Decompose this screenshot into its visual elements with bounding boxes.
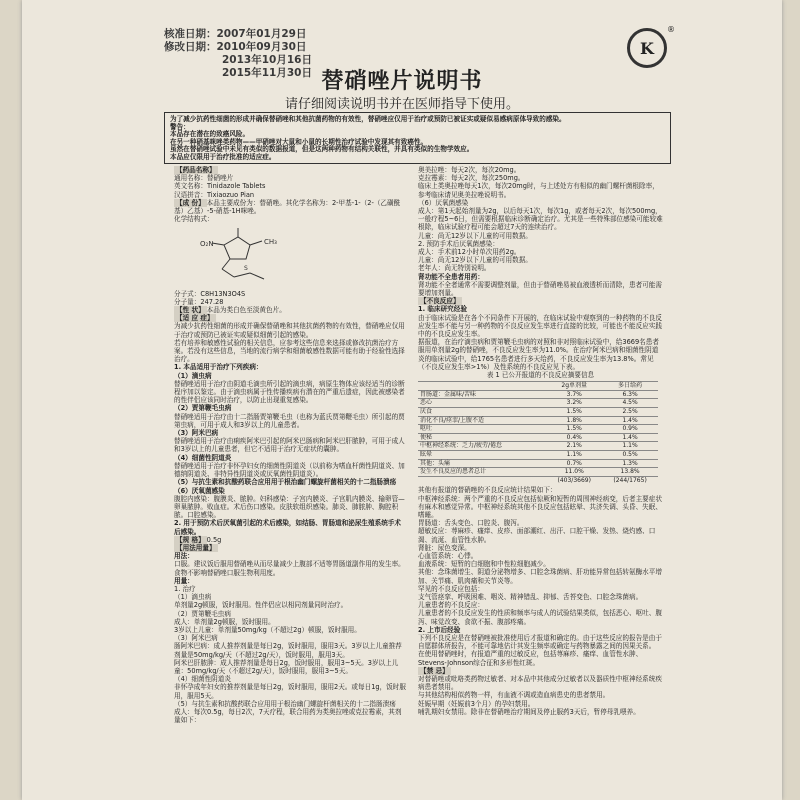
ae-text: 罕见的不良反应包括： bbox=[418, 584, 484, 593]
ae-text: 儿童患者的不良反应发生的性质和频率与成人的试验结果类似，包括恶心、呕吐、腹泻、味觉改变、食欲不振、腹部疼痛。 bbox=[418, 609, 662, 626]
table-cell: 胃肠道：金属味/苦味 bbox=[418, 390, 546, 399]
table-row bbox=[418, 459, 658, 468]
drug-name-header: 【药品名称】 bbox=[176, 166, 216, 174]
usage-line: 用量： bbox=[174, 576, 194, 585]
page-subtitle: 请仔细阅读说明书并在医师指导下使用。 bbox=[284, 97, 519, 112]
indications-text-2: 若有培养和敏感性试验的相关信息，应参考这些信息来选择或修改抗菌治疗方案。若没有这些信息，当地的流行病学和细菌敏感性数据可能有助于经验性选择治疗。 bbox=[174, 338, 405, 364]
ae-text: 下列不良反应是在替硝唑被批准使用后才报道和确定的。由于这些反应的报告是由于自愿群体所报告，不能可靠地估计其发生频率或确定与药物暴露之间的因果关系。 bbox=[418, 634, 662, 651]
ae-text: 超敏反应：荨麻疹、瘙痒、皮疹、面部潮红、出汗、口腔干燥、发热、烧灼感、口渴、流涎、血管性水肿。 bbox=[418, 527, 656, 544]
usage-line: 3岁以上儿童：单剂量50mg/kg（不超过2g）顿服，饭时服用。 bbox=[174, 625, 361, 634]
table-header: 2g单剂量 bbox=[546, 382, 602, 391]
usage-line: 克拉霉素：每天2次，每次250mg。 bbox=[418, 174, 525, 183]
properties-header: 【性 状】 bbox=[176, 306, 205, 315]
spec-text: 0.5g bbox=[206, 535, 222, 544]
chemical-structure-icon bbox=[194, 225, 294, 285]
properties-text: 本品为类白色至淡黄色片。 bbox=[206, 306, 286, 315]
contraindications-header: 【禁 忌】 bbox=[420, 666, 449, 675]
indication-item-text: 替硝唑适用于治疗非怀孕妇女的细菌性阴道炎（以前称为嗜血杆菌性阴道炎、加德纳阴道炎、非特异性阴道炎或厌氧菌性阴道炎）。 bbox=[174, 461, 405, 479]
page-title: 替硝唑片说明书 bbox=[321, 69, 483, 94]
table-cell: 1.1% bbox=[546, 451, 602, 460]
table-cell: 消化不良/痉挛/上腹不适 bbox=[418, 416, 546, 425]
indication-item: （3）阿米巴病 bbox=[174, 429, 219, 438]
usage-line: 口服。建议饭后服用替硝唑从而尽量减少上腹部不适等胃肠道副作用的发生率。食物不影响替硝唑口服生物利用度。 bbox=[174, 560, 405, 577]
svg-text:O₂N: O₂N bbox=[200, 240, 214, 249]
indications-header: 【适 应 症】 bbox=[176, 314, 214, 323]
table-cell: 呕吐 bbox=[418, 425, 546, 434]
composition-text: 本品主要成份为：替硝唑。其化学名称为：2-甲基-1-（2-（乙磺酰基）乙基）-5-硝基-1H咪唑。 bbox=[174, 198, 401, 216]
table-cell: 0.7% bbox=[546, 459, 602, 468]
warning-line: 为了减少抗药性细菌的形成并确保替硝唑和其他抗菌药物的有效性，替硝唑应仅用于治疗或预防已被证实或疑似易感病原体导致的感染。 bbox=[170, 115, 566, 123]
table-row bbox=[418, 442, 658, 451]
usage-line: 儿童：尚无12岁以下儿童的可用数据。 bbox=[418, 231, 532, 240]
table-cell: 2.5% bbox=[602, 408, 658, 417]
ae-text: 血液系统：短暂的白细胞和中性粒细胞减少。 bbox=[418, 560, 550, 569]
structure-label: 化学结构式： bbox=[174, 215, 214, 224]
registered-mark: ® bbox=[667, 25, 675, 34]
usage-line: 单剂量2g顿服，饭时服用。性伴侣应以相同剂量同时治疗。 bbox=[174, 601, 348, 610]
table-cell: 眩晕 bbox=[418, 451, 546, 460]
table-cell: 1.5% bbox=[546, 408, 602, 417]
indication-section: 2. 用于预防术后厌氧菌引起的术后感染，如结肠、胃肠道和泌尿生殖系统手术后感染。 bbox=[174, 519, 401, 536]
table-cell: 2.1% bbox=[546, 442, 602, 451]
warning-line: 本品应仅限用于治疗批准的适应症。 bbox=[170, 152, 276, 161]
table-cell: 1.1% bbox=[602, 442, 658, 451]
adverse-events-table bbox=[418, 381, 658, 484]
table-cell bbox=[418, 476, 546, 484]
usage-line: 用法： bbox=[174, 552, 194, 561]
specification bbox=[174, 536, 406, 544]
ae-section: 1. 临床研究经验 bbox=[418, 305, 467, 314]
usage-line: （3）阿米巴病 bbox=[174, 634, 218, 643]
composition bbox=[174, 199, 406, 215]
table-header: 多日给药 bbox=[602, 382, 658, 391]
approval-date: 核准日期：2007年01月29日 bbox=[164, 28, 307, 40]
table-row bbox=[418, 468, 658, 477]
table-cell: 0.4% bbox=[546, 433, 602, 442]
table-row bbox=[418, 408, 658, 417]
ae-text: 在使用替硝唑时，有报道严重的过敏反应，包括荨麻疹、瘙痒、血管性水肿、Stevens-Johnson综合征和多形性红斑。 bbox=[418, 650, 643, 667]
table-cell: 0.5% bbox=[602, 451, 658, 460]
indication-item: （2）贾第鞭毛虫病 bbox=[174, 404, 232, 413]
left-column bbox=[174, 166, 406, 798]
indication-item: （1）滴虫病 bbox=[174, 371, 212, 380]
company-logo-icon bbox=[627, 28, 667, 68]
logo-mark: K bbox=[640, 38, 654, 58]
ae-text: 中枢神经系统：两个严重的不良反应包括惊厥和短暂的周围神经病变，后者主要症状有麻木和感觉异常。中枢神经系统其他不良反应包括眩晕、共济失调、头昏、失眠、嗜睡。 bbox=[418, 494, 662, 520]
revision-date: 修改日期：2010年09月30日 bbox=[164, 41, 307, 53]
usage-line: 成人：每次0.5g，每日2次，7天疗程，联合用药为类奥拉唑或克拉霉素，其剂量如下： bbox=[174, 707, 402, 725]
leaflet-sheet bbox=[22, 0, 782, 800]
indication-item-text: 替硝唑适用于治疗由阴道毛滴虫所引起的滴虫病，病原生物体应该经适当的诊断程序加以鉴定。由于滴虫病属于性传播疾病有潜在的严重后遗症，因此被感染者的性伴侣应该同时治疗，以防止出现重复感染。 bbox=[174, 379, 405, 405]
usage-line: （1）滴虫病 bbox=[174, 593, 212, 602]
usage-line: 奥美拉唑：每天2次，每次20mg。 bbox=[418, 166, 521, 174]
table-cell: 13.8% bbox=[602, 468, 658, 477]
spec-header: 【规 格】 bbox=[176, 535, 205, 544]
usage-line: 非怀孕成年妇女的推荐剂量是每日2g，饭时服用，服用2天。或每日1g，饭时服用，服用5天。 bbox=[174, 683, 406, 700]
table-cell: 恶心 bbox=[418, 399, 546, 408]
molecular-formula: 分子式：C8H13N3O4S bbox=[174, 289, 246, 298]
warning-box bbox=[164, 112, 671, 164]
indication-item: （5）与抗生素和抗酸药联合应用用于根治幽门螺旋杆菌相关的十二指肠溃疡 bbox=[174, 478, 397, 487]
ae-text: 心血管系统：心悸。 bbox=[418, 552, 478, 561]
usage-line: 2. 预防手术后厌氧菌感染： bbox=[418, 239, 499, 248]
table-cell: (403/3669) bbox=[546, 476, 602, 484]
usage-line: 成人：手术前12小时单次用药2g。 bbox=[418, 248, 521, 257]
usage-line: 儿童：尚无12岁以下儿童的可用数据。 bbox=[418, 256, 532, 265]
ae-text: 胃肠道：舌头变色、口腔炎、腹泻。 bbox=[418, 519, 524, 528]
usage-line: 阿米巴肝脓肿：成人推荐剂量是每日2g，饭时服用，服用3~5天。3岁以上儿童：50mg/kg/天（不超过2g/天），饭时服用，服用3~5天。 bbox=[174, 658, 399, 675]
contra-text: 对替硝唑或吡咯类药物过敏者、对本品中其他成分过敏者以及器质性中枢神经系统疾病患者禁用。 bbox=[418, 675, 662, 692]
usage-line: 成人：单剂量2g顿服，饭时服用。 bbox=[174, 617, 275, 626]
indication-item: （6）厌氧菌感染 bbox=[174, 486, 225, 495]
warning-line: 警告： bbox=[170, 122, 190, 131]
table-cell: 1.4% bbox=[602, 416, 658, 425]
indication-item: （4）细菌性阴道炎 bbox=[174, 453, 232, 462]
table-cell: 4.5% bbox=[602, 399, 658, 408]
table-cell: 1.5% bbox=[546, 425, 602, 434]
ae-text: 支气管痉挛、呼吸困难、咽炎、精神错乱、抑郁、舌苔变色、口腔念珠菌病。 bbox=[418, 593, 643, 602]
usage-line: 肠阿米巴病：成人推荐剂量是每日2g，饭时服用，服用3天。3岁以上儿童推荐剂量是50mg/kg/天（不超过2g/天），饭时服用，服用3天。 bbox=[174, 642, 402, 659]
table-row bbox=[418, 425, 658, 434]
warning-line: 本品存在潜在的致癌风险。 bbox=[170, 130, 250, 139]
table-cell: 11.0% bbox=[546, 468, 602, 477]
molecular-weight: 分子量：247.28 bbox=[174, 297, 224, 306]
usage-line: 老年人：尚无特别说明。 bbox=[418, 264, 491, 273]
table-cell: 1.3% bbox=[602, 459, 658, 468]
revision-date-2: 2013年10月16日 bbox=[222, 54, 312, 66]
indication-item-text: 替硝唑适用于治疗由十二指肠贾第鞭毛虫（也称为蓝氏贾第鞭毛虫）所引起的贾第虫病，可用于成人和3岁以上的儿童患者。 bbox=[174, 412, 405, 429]
usage-line: 肾功能不全者通常不需要调整剂量，但由于替硝唑易被血液透析而清除，患者可能需要增加剂量。 bbox=[418, 280, 662, 298]
table-cell: (244/1765) bbox=[602, 476, 658, 484]
indication-item-text: 替硝唑适用于治疗由痢疾阿米巴引起的阿米巴肠病和阿米巴肝脓肿，可用于成人和3岁以上的儿童患者，但它不适用于治疗无症状的囊肿。 bbox=[174, 437, 405, 454]
indication-section: 1. 本品适用于治疗下列疾病： bbox=[174, 363, 263, 372]
usage-line: （4）细菌性阴道炎 bbox=[174, 675, 231, 684]
table-cell: 便秘 bbox=[418, 433, 546, 442]
ae-text: 其他有报道的替硝唑的不良反应统计结果如下： bbox=[418, 486, 557, 495]
svg-text:S: S bbox=[244, 265, 248, 273]
table-cell: 3.2% bbox=[546, 399, 602, 408]
contra-text: 与其他结构相似药物一样，有血液不调或造血病患史的患者禁用。 bbox=[418, 691, 610, 700]
table-row bbox=[418, 476, 658, 484]
table-row bbox=[418, 451, 658, 460]
table-cell: 其他：头痛 bbox=[418, 459, 546, 468]
usage-line: （5）与抗生素和抗酸药联合应用用于根治幽门螺旋杆菌相关的十二指肠溃疡 bbox=[174, 699, 396, 708]
table-row bbox=[418, 416, 658, 425]
table-row bbox=[418, 433, 658, 442]
svg-text:CH₃: CH₃ bbox=[264, 238, 277, 247]
english-name: 英文名称：Tinidazole Tablets bbox=[174, 182, 266, 191]
ae-text: 由于临床试验是在各个不同条件下开展的，在临床试验中观察到的一种药物的不良反应发生率不能与另一种药物的不良反应发生率进行直接的比较，可能也不能反应实践中的不良反应发生率。 bbox=[418, 313, 662, 339]
warning-line: 虽然在替硝唑试验中未见有类似的数据报道，但是这两种药物有结构关联性，并具有类似的生物学效应。 bbox=[170, 145, 474, 154]
table-cell: 6.3% bbox=[602, 390, 658, 399]
table-cell: 中枢神经系统：乏力/疲劳/倦怠 bbox=[418, 442, 546, 451]
pinyin-name: 汉语拼音：Tixiaozuo Pian bbox=[174, 190, 255, 199]
usage-header: 【用法用量】 bbox=[176, 543, 216, 552]
ae-section: 2. 上市后经验 bbox=[418, 625, 461, 634]
usage-line: 肾功能不全患者用药： bbox=[418, 272, 484, 281]
properties bbox=[174, 306, 406, 314]
table-cell: 发生不良反应的患者总计 bbox=[418, 468, 546, 477]
contra-text: 哺乳期妇女禁用。除非在替硝唑治疗期间及停止服药3天后，暂停母乳喂养。 bbox=[418, 707, 640, 716]
table-header bbox=[418, 382, 546, 391]
generic-name: 通用名称：替硝唑片 bbox=[174, 174, 234, 183]
ae-text: 其他：念珠菌增生、阴道分泌物增多、口腔念珠菌病、肝功能异常包括转氨酶水平增加、关节痛、肌肉痛和关节炎等。 bbox=[418, 568, 662, 585]
adverse-reactions-header: 【不良反应】 bbox=[420, 297, 460, 306]
table-cell: 厌食 bbox=[418, 408, 546, 417]
warning-line: 在另一种硝基咪唑类药物——甲硝唑对大鼠和小鼠的长期性治疗试验中发现其有致癌性。 bbox=[170, 137, 428, 146]
table-cell: 1.4% bbox=[602, 433, 658, 442]
usage-line: 成人：第1天起始剂量为2g，以后每天1次，每次1g，或者每天2次，每次500mg，一般疗程5~6日，但需要根据临床诊断确定治疗。尤其是一些特殊部位感染可能较难根除，临床试验疗程可能会超过7天的连续治疗。 bbox=[418, 207, 663, 232]
table-title: 表 1 已公开报道的不良反应摘要信息 bbox=[486, 371, 595, 380]
usage-line: （2）贾第鞭毛虫病 bbox=[174, 609, 231, 618]
composition-header: 【成 份】 bbox=[176, 198, 205, 207]
table-row bbox=[418, 390, 658, 399]
table-cell: 3.7% bbox=[546, 390, 602, 399]
table-cell: 0.9% bbox=[602, 425, 658, 434]
indication-item-text: 腹腔内感染：腹膜炎、脓肿。妇科感染：子宫内膜炎、子宫肌内膜炎、输卵管—卵巢脓肿。败血症。术后伤口感染。皮肤软组织感染。肺炎、肺脓肿、胸腔积脓。口腔感染。 bbox=[174, 494, 405, 520]
usage-line: 临床上类奥拉唑每天1次，每次20mg时，与上述处方有相似的幽门螺杆菌根除率，参考临床请见奥美拉唑说明书。 bbox=[418, 182, 659, 199]
usage-line: （6）厌氧菌感染 bbox=[418, 198, 469, 207]
usage-line: 1. 治疗 bbox=[174, 584, 196, 593]
ae-text: 肾脏：尿色变深。 bbox=[418, 543, 471, 552]
revision-date-3: 2015年11月30日 bbox=[222, 67, 312, 79]
ae-text: 据报道，在治疗滴虫病和贾第鞭毛虫病的对照和非对照临床试验中，给3669名患者服用单剂量2g的替硝唑，不良反应发生率为11.0%。在治疗阿米巴病和细菌性阴道炎的临床试验中，给1765名患者进行多天给药，不良反应发生率为13.8%。常见（不良反应发生率>1%）及性系统的不良反应见下表。 bbox=[418, 338, 659, 371]
table-cell: 1.8% bbox=[546, 416, 602, 425]
ae-text: 儿童患者的不良反应： bbox=[418, 601, 484, 610]
contra-text: 妊娠早期（妊娠前3个月）的孕妇禁用。 bbox=[418, 699, 535, 708]
table-row bbox=[418, 399, 658, 408]
right-column bbox=[418, 166, 663, 798]
indications-text: 为减少抗药性细菌的形成并确保替硝唑和其他抗菌药物的有效性，替硝唑应仅用于治疗或预防已被证实或疑似细菌引起的感染。 bbox=[174, 322, 405, 339]
